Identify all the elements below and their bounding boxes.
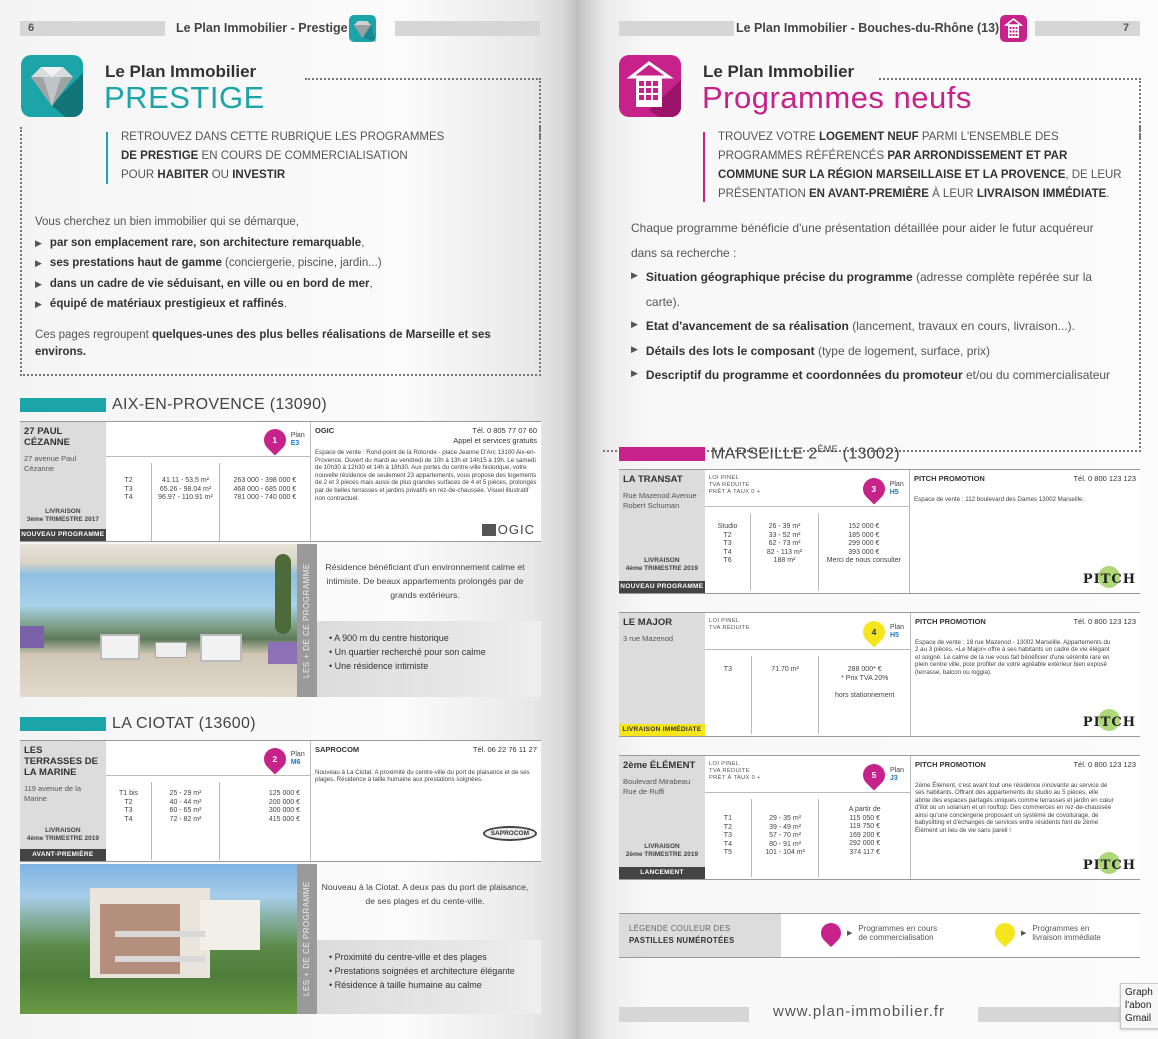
lot-cell: 41.11 - 53.5 m² <box>162 477 209 484</box>
saprocom-logo: SAPROCOM <box>483 826 537 841</box>
bullet-item: ▶ ses prestations haut de gamme (conciergerie, piscine, jardin...) <box>35 253 535 274</box>
lot-types <box>705 513 751 591</box>
lots-panel <box>106 741 311 861</box>
delivery-info: LIVRAISON 4ème TRIMESTRE 2019 <box>26 827 99 842</box>
pitch-promotion-logo <box>1083 572 1136 587</box>
program-address: Boulevard Mirabeau Rue de Ruffi <box>623 777 691 796</box>
lot-prices <box>818 799 910 877</box>
program-card-27-paul-cezanne[interactable] <box>20 421 541 542</box>
plan-row <box>705 756 910 793</box>
hero-title: PRESTIGE <box>104 80 265 115</box>
lot-cell: 40 - 44 m² <box>169 798 202 806</box>
program-name: 27 PAUL CÉZANNE <box>24 426 70 448</box>
lot-cell: 300 000 € <box>268 807 300 814</box>
pin-number: 2 <box>272 754 278 764</box>
promoter-description: Nouveau à La Ciotat. A proximité du centre-ville du port de plaisance et de ses plages. Résidence à taille humaine aux prestations soignées. <box>315 768 530 784</box>
legend-title: LÉGENDE COULEUR DES PASTILLES NUMÉROTÉES <box>619 914 781 957</box>
intro-line: POUR HABITER OU INVESTIR <box>121 169 286 181</box>
program-pluses-label: LES + DE CE PROGRAMME <box>297 864 317 1014</box>
bullet-item: ▶ Détails des lots le composant (type de logement, surface, prix) <box>631 339 1121 364</box>
program-identity <box>619 756 705 879</box>
plan-reference[interactable]: Plan E3 <box>290 432 305 447</box>
lot-cell: 393 000 € <box>848 548 880 556</box>
lot-cell: T5 <box>723 849 732 856</box>
pitch-promotion-logo <box>1083 858 1136 873</box>
lots-panel <box>106 422 311 541</box>
ogic-logo: OGIC <box>482 522 535 537</box>
program-name: LES TERRASSES DE LA MARINE <box>24 745 98 778</box>
pin-color-legend <box>619 913 1140 958</box>
lots-panel <box>705 756 911 879</box>
pin-number: 3 <box>871 484 877 494</box>
program-address: 27 avenue Paul Cézanne <box>24 454 77 473</box>
promoter-header <box>915 617 1136 627</box>
incentive: LOI PINEL <box>709 761 740 767</box>
promoter-info <box>911 756 1140 879</box>
hero-subtitle: Le Plan Immobilier <box>105 62 257 81</box>
tax-incentives <box>709 618 750 632</box>
lot-cell: 33 - 52 m² <box>768 531 801 539</box>
lot-cell: 152 000 € <box>848 523 880 530</box>
lot-cell: 169 200 € <box>849 831 881 839</box>
program-identity <box>619 613 705 736</box>
intro-text <box>121 128 444 185</box>
incentive: TVA RÉDUITE <box>709 768 750 774</box>
plus-item: • Résidence à taille humaine au calme <box>329 980 482 990</box>
promoter-info <box>911 613 1140 736</box>
running-head: Le Plan Immobilier - Prestige <box>176 21 348 35</box>
intro-line: RETROUVEZ DANS CETTE RUBRIQUE LES PROGRAMMES <box>121 131 445 143</box>
price-prefix: A partir de <box>848 806 881 813</box>
incentive: TVA RÉDUITE <box>708 482 750 488</box>
promoter-phone[interactable]: Tél. 06 22 76 11 27 <box>472 745 537 754</box>
program-address: 3 rue Mazenod <box>623 634 674 643</box>
status-tag: LIVRAISON IMMÉDIATE <box>619 724 705 736</box>
lot-cell: 62 - 73 m² <box>768 540 801 547</box>
page-number: 6 <box>28 22 35 34</box>
right-page <box>579 0 1158 1039</box>
lot-cell: 29 - 35 m² <box>769 815 802 822</box>
lot-cell: T3 <box>723 540 732 547</box>
lot-cell: 188 m² <box>773 557 796 564</box>
promoter-name: OGIC <box>315 426 335 435</box>
city-color-bar <box>20 717 106 731</box>
triangle-bullet-icon: ▶ <box>35 299 42 309</box>
lots-table <box>705 799 910 877</box>
lot-cell: 39 - 49 m² <box>769 823 802 831</box>
lot-cell: 263 000 - 398 000 € <box>233 477 297 484</box>
intro-accent-line <box>703 132 705 202</box>
map-pin-magenta-icon <box>817 919 845 947</box>
lot-surfaces <box>751 799 819 877</box>
promoter-description: Espace de vente : 112 boulevard des Dames 13002 Marseille. <box>914 495 1085 503</box>
bullet-item: ▶ dans un cadre de vie séduisant, en ville ou en bord de mer, <box>35 274 535 295</box>
city-header-marseille-2 <box>619 444 900 463</box>
triangle-bullet-icon: ▶ <box>631 368 638 378</box>
lot-cell: T3 <box>124 807 133 814</box>
program-pluses-label: LES + DE CE PROGRAMME <box>297 544 317 697</box>
program-card[interactable] <box>619 755 1140 880</box>
pin-number: 5 <box>871 770 877 780</box>
plus-item: • Une résidence intimiste <box>329 661 429 671</box>
lot-cell: T2 <box>723 823 732 831</box>
triangle-bullet-icon: ▶ <box>35 237 42 248</box>
plus-item: • Proximité du centre-ville et des plages <box>329 952 487 962</box>
lot-cell: T4 <box>124 494 133 501</box>
triangle-bullet-icon: ▶ <box>35 278 42 289</box>
plan-row <box>106 741 310 776</box>
bullet-item: ▶ par son emplacement rare, son architecture remarquable, <box>35 233 535 254</box>
bullet-item: ▶ Descriptif du programme et coordonnées du promoteur et/ou du commercialisateur <box>631 363 1121 388</box>
lot-surfaces <box>751 656 819 734</box>
page-number: 7 <box>1123 22 1130 34</box>
legend-item-in-progress: ▶ Programmes en cours de commercialisation <box>821 923 937 943</box>
incentive: PRÊT À TAUX 0 + <box>709 775 761 781</box>
feature-list <box>631 265 1121 388</box>
triangle-bullet-icon: ▶ <box>631 319 638 329</box>
promoter-phone[interactable]: Tél. 0 800 123 123 <box>1073 760 1136 769</box>
lot-cell: 119 750 € <box>849 823 881 830</box>
promoter-header <box>915 760 1136 770</box>
lot-cell: 288 000* € <box>847 666 882 673</box>
city-name: AIX-EN-PROVENCE (13090) <box>112 396 327 413</box>
delivery-label: LIVRAISON <box>644 557 680 564</box>
lot-cell: 101 - 104 m² <box>765 849 805 856</box>
triangle-bullet-icon: ▶ <box>631 343 638 354</box>
lot-cell: T6 <box>723 557 732 564</box>
city-color-bar <box>20 398 106 412</box>
lot-cell: 292 000 € <box>849 840 881 847</box>
lot-cell: 65.26 - 98.04 m² <box>159 485 212 493</box>
tax-incentives <box>709 475 761 496</box>
lot-cell: T2 <box>124 477 133 484</box>
lot-cell: T4 <box>723 840 732 848</box>
lot-cell: 72 - 82 m² <box>169 815 202 823</box>
program-identity <box>20 422 106 541</box>
lot-cell: 96.97 - 110.91 m² <box>158 494 213 501</box>
status-tag: LANCEMENT <box>619 867 705 879</box>
lot-cell: 80 - 91 m² <box>769 840 802 848</box>
logo-text: PITCH <box>1082 572 1136 587</box>
bullet-item: ▶ Situation géographique précise du programme (adresse complète repérée sur la carte). <box>631 265 1121 314</box>
intro-accent-line <box>106 132 108 184</box>
legend-item-immediate: ▶ Programmes en livraison immédiate <box>995 923 1101 943</box>
lot-prices <box>219 782 310 860</box>
delivery-date: 4ème TRIMESTRE 2019 <box>625 565 698 572</box>
program-identity <box>20 741 106 861</box>
delivery-info <box>619 557 705 573</box>
plan-row <box>705 613 910 650</box>
promoter-name: PITCH PROMOTION <box>914 474 985 483</box>
plan-reference[interactable]: Plan J3 <box>890 767 905 782</box>
promoter-header <box>914 474 1136 484</box>
intro-text <box>718 128 1122 204</box>
lot-cell: 185 000 € <box>848 531 880 539</box>
incentive: PRÊT À TAUX 0 + <box>708 489 761 495</box>
map-pin-yellow-icon <box>991 919 1019 947</box>
program-address: Rue Mazenod Avenue Robert Schuman <box>623 491 697 510</box>
body-text <box>35 212 535 361</box>
lots-panel <box>705 470 910 593</box>
lot-cell: 57 - 70 m² <box>769 832 802 839</box>
plan-reference[interactable]: Plan H5 <box>889 481 904 496</box>
header-bar-left <box>619 21 734 36</box>
header-bar-right <box>395 21 540 36</box>
plus-item: • Un quartier recherché pour son calme <box>329 647 486 657</box>
delivery-label: LIVRAISON <box>644 843 680 850</box>
program-photo-terrace <box>20 544 297 697</box>
lot-cell: 60 - 65 m² <box>169 807 202 814</box>
body-text <box>631 216 1121 388</box>
triangle-bullet-icon: ▶ <box>35 258 42 268</box>
intro-line: TROUVEZ VOTRE LOGEMENT NEUF PARMI L'ENSEMBLE DES <box>718 131 1059 143</box>
program-name: 2ème ÉLÉMENT <box>623 760 696 771</box>
lot-cell: 200 000 € <box>268 798 300 806</box>
promoter-phone[interactable]: Tél. 0 800 123 123 <box>1073 474 1136 483</box>
program-summary: Nouveau à la Ciotat. A deux pas du port de plaisance, de ses plages et du cente-ville. <box>321 882 529 906</box>
header-bar-left <box>20 21 165 36</box>
program-card-terrasses-marine[interactable] <box>20 740 541 862</box>
intro-line: PROGRAMMES RÉFÉRENCÉS PAR ARRONDISSEMENT ET PAR <box>718 150 1068 162</box>
lot-types <box>106 782 152 860</box>
tooltip-line: l'abon <box>1125 1000 1152 1011</box>
lot-cell: 25 - 29 m² <box>169 790 202 797</box>
logo-text: PITCH <box>1082 715 1136 730</box>
lot-cell: T2 <box>124 798 133 806</box>
hero-title: Programmes neufs <box>702 80 972 115</box>
promoter-info <box>311 741 541 861</box>
promoter-description: 2ème Élément, c'est avant tout une résidence innovante au service de ses habitants. Offrant des appartements du studio au 5 pièces, elle abrite des espaces partagés uniques comme terrasses et jardin en cœur d'îlot ou un solarium et un rooftop. Des commerces en rez-de-chaussée ainsi qu'une conciergerie proposant un système de covoiturage, de babysitting et d'échanges de services entre résidents font de 2ème Élément un lieu de vie sans pareil ! <box>915 781 1114 835</box>
program-pluses <box>317 621 541 697</box>
status-tag: NOUVEAU PROGRAMME <box>619 581 705 593</box>
lot-cell: T4 <box>124 815 133 823</box>
lot-cell: T2 <box>723 531 732 539</box>
program-summary: Résidence bénéficiant d'un environnement calme et intimiste. De beaux appartements prolongés par de grands extérieurs. <box>325 562 525 600</box>
lead-text: Chaque programme bénéficie d'une présentation détaillée pour aider le futur acquéreur dans sa recherche : <box>631 221 1094 260</box>
feature-list <box>35 233 535 315</box>
lots-table <box>106 463 310 541</box>
tooltip-line: Gmail <box>1125 1013 1152 1024</box>
program-identity <box>619 470 705 593</box>
hero-subtitle: Le Plan Immobilier <box>703 62 855 81</box>
lot-cell: 125 000 € <box>268 790 300 797</box>
city-header-aix <box>20 396 327 414</box>
incentive: LOI PINEL <box>709 618 740 624</box>
promoter-info <box>910 470 1140 593</box>
footer-bar-right <box>978 1007 1140 1022</box>
programmes-neufs-building-icon <box>619 55 681 117</box>
lot-types <box>705 656 751 734</box>
lot-cell: T1 bis <box>118 790 139 797</box>
delivery-info: LIVRAISON 3ème TRIMESTRE 2017 <box>26 508 99 523</box>
lot-surfaces <box>151 463 218 541</box>
program-photo-building <box>20 864 297 1014</box>
lot-cell: hors stationnement <box>834 691 895 699</box>
lot-cell: T3 <box>723 832 732 839</box>
lot-cell <box>819 683 910 692</box>
plus-item: • A 900 m du centre historique <box>329 633 449 643</box>
program-name: LA TRANSAT <box>623 474 683 485</box>
plus-item: • Prestations soignées et architecture élégante <box>329 966 515 976</box>
promoter-phone[interactable]: Tél. 0 805 77 07 60 Appel et services gratuits <box>453 426 537 445</box>
bullet-item: ▶ équipé de matériaux prestigieux et raffinés. <box>35 294 535 315</box>
plan-reference[interactable]: Plan M6 <box>290 751 305 766</box>
intro-line: PRÉSENTATION EN AVANT-PREMIÈRE À LEUR LIVRAISON IMMÉDIATE. <box>718 188 1110 200</box>
lot-cell: 374 117 € <box>849 848 881 856</box>
lot-cell: 299 000 € <box>848 540 880 547</box>
lot-cell: T3 <box>723 666 732 673</box>
triangle-bullet-icon: ▶ <box>631 270 638 280</box>
city-header-la-ciotat <box>20 715 256 733</box>
lot-surfaces <box>151 782 218 860</box>
promoter-description: Espace de vente : Rond-point de la Rotonde - place Jeanne D'Arc 13100 Aix-en-Provence. Ouvert du mardi au vendredi de 10h à 13h et 14h15 à 19h. Le samedi de 10h30 à 12h30 et 14h à 18h30. Aux portes du centre-ville historique, votre nouvelle résidence de seulement 23 appartements, vous propose des logements de 2 et 3 pièces mais aussi de plus grandes surfaces de 4 et 5 pièces, prolongés par de belles terrasses et jardins privatifs en rez-de-chaussée. Visuel illustratif non contractuel. <box>315 449 537 502</box>
lots-table <box>705 656 910 734</box>
lot-cell: T3 <box>124 485 133 493</box>
tooltip-line: Graph <box>1125 987 1153 998</box>
diamond-icon <box>349 15 376 42</box>
lot-cell: * Prix TVA 20% <box>841 674 889 682</box>
logo-text: PITCH <box>1082 858 1136 873</box>
plan-row <box>705 470 909 507</box>
pin-number: 1 <box>272 435 278 445</box>
lots-table <box>106 782 310 860</box>
running-head: Le Plan Immobilier - Bouches-du-Rhône (13) <box>736 21 1000 35</box>
lots-panel <box>705 613 911 736</box>
delivery-date: 2ème TRIMESTRE 2019 <box>625 851 699 858</box>
closing-text: Ces pages regroupent quelques-unes des plus belles réalisations de Marseille et ses environs. <box>35 328 491 358</box>
footer-bar-left <box>619 1007 749 1022</box>
footer-website-link[interactable]: www.plan-immobilier.fr <box>773 1003 946 1020</box>
lot-cell: 115 050 € <box>849 814 881 822</box>
program-pluses <box>317 940 541 1014</box>
lot-cell: T4 <box>723 548 732 556</box>
program-address: 119 avenue de la Marine <box>24 784 81 803</box>
lot-cell: 781 000 - 740 000 € <box>233 494 297 501</box>
promoter-name: PITCH PROMOTION <box>915 760 986 769</box>
intro-line: DE PRESTIGE EN COURS DE COMMERCIALISATION <box>121 150 408 162</box>
promoter-phone[interactable]: Tél. 0 800 123 123 <box>1073 617 1136 626</box>
plan-reference[interactable]: Plan H5 <box>890 624 905 639</box>
plan-row <box>106 422 310 457</box>
book-gutter <box>560 0 600 1039</box>
lot-prices <box>818 656 910 734</box>
pitch-promotion-logo <box>1083 715 1136 730</box>
program-card[interactable] <box>619 469 1140 594</box>
delivery-info <box>619 843 705 859</box>
status-tag: NOUVEAU PROGRAMME <box>20 529 106 541</box>
prestige-diamond-icon <box>21 55 83 117</box>
tooltip-popup <box>1120 983 1158 1029</box>
lead-text: Vous cherchez un bien immobilier qui se démarque, <box>35 216 300 228</box>
lot-cell: Merci de nous consulter <box>826 557 902 564</box>
program-name: LE MAJOR <box>623 617 673 628</box>
incentive: LOI PINEL <box>708 475 740 481</box>
promoter-name: SAPROCOM <box>315 745 360 754</box>
lot-types <box>106 463 152 541</box>
tax-incentives <box>709 761 761 782</box>
lot-prices <box>219 463 310 541</box>
promoter-info <box>311 422 541 541</box>
lot-cell: 468 000 - 685 000 € <box>233 485 297 493</box>
lot-prices <box>818 513 909 591</box>
building-icon <box>1000 15 1027 42</box>
bullet-item: ▶ Etat d'avancement de sa réalisation (lancement, travaux en cours, livraison...). <box>631 314 1121 339</box>
lot-types <box>705 799 751 877</box>
lot-cell: 71.70 m² <box>771 666 799 673</box>
promoter-description: Espace de vente : 18 rue Mazenod - 13002 Marseille. Appartements du 2 au 3 pièces. «Le Major» offre à ses habitants un cadre de vie élégant et soigné. Le calme de la rue vous fait bénéficier d'une sérénité rare en plein centre ville, pour profiter de votre agréable extérieur bien exposé (terrasse, balcon ou loggia). <box>915 638 1111 676</box>
lot-cell: 26 - 39 m² <box>768 523 801 530</box>
pin-number: 4 <box>871 627 877 637</box>
program-card[interactable] <box>619 612 1140 737</box>
lot-cell: T1 <box>723 815 732 822</box>
city-name: LA CIOTAT (13600) <box>112 715 256 732</box>
lot-cell: 82 - 113 m² <box>766 548 803 556</box>
intro-line: COMMUNE SUR LA RÉGION MARSEILLAISE ET LA PROVENCE, DE LEUR <box>718 169 1122 181</box>
lot-surfaces <box>750 513 817 591</box>
lot-cell: Studio <box>717 523 738 530</box>
city-name: MARSEILLE 2ÈME (13002) <box>711 444 900 463</box>
lot-cell: 415 000 € <box>268 815 300 823</box>
city-color-bar <box>619 447 705 461</box>
status-tag: AVANT-PREMIÈRE <box>20 849 106 861</box>
lots-table <box>705 513 909 591</box>
promoter-name: PITCH PROMOTION <box>915 617 986 626</box>
incentive: TVA RÉDUITE <box>709 625 750 631</box>
